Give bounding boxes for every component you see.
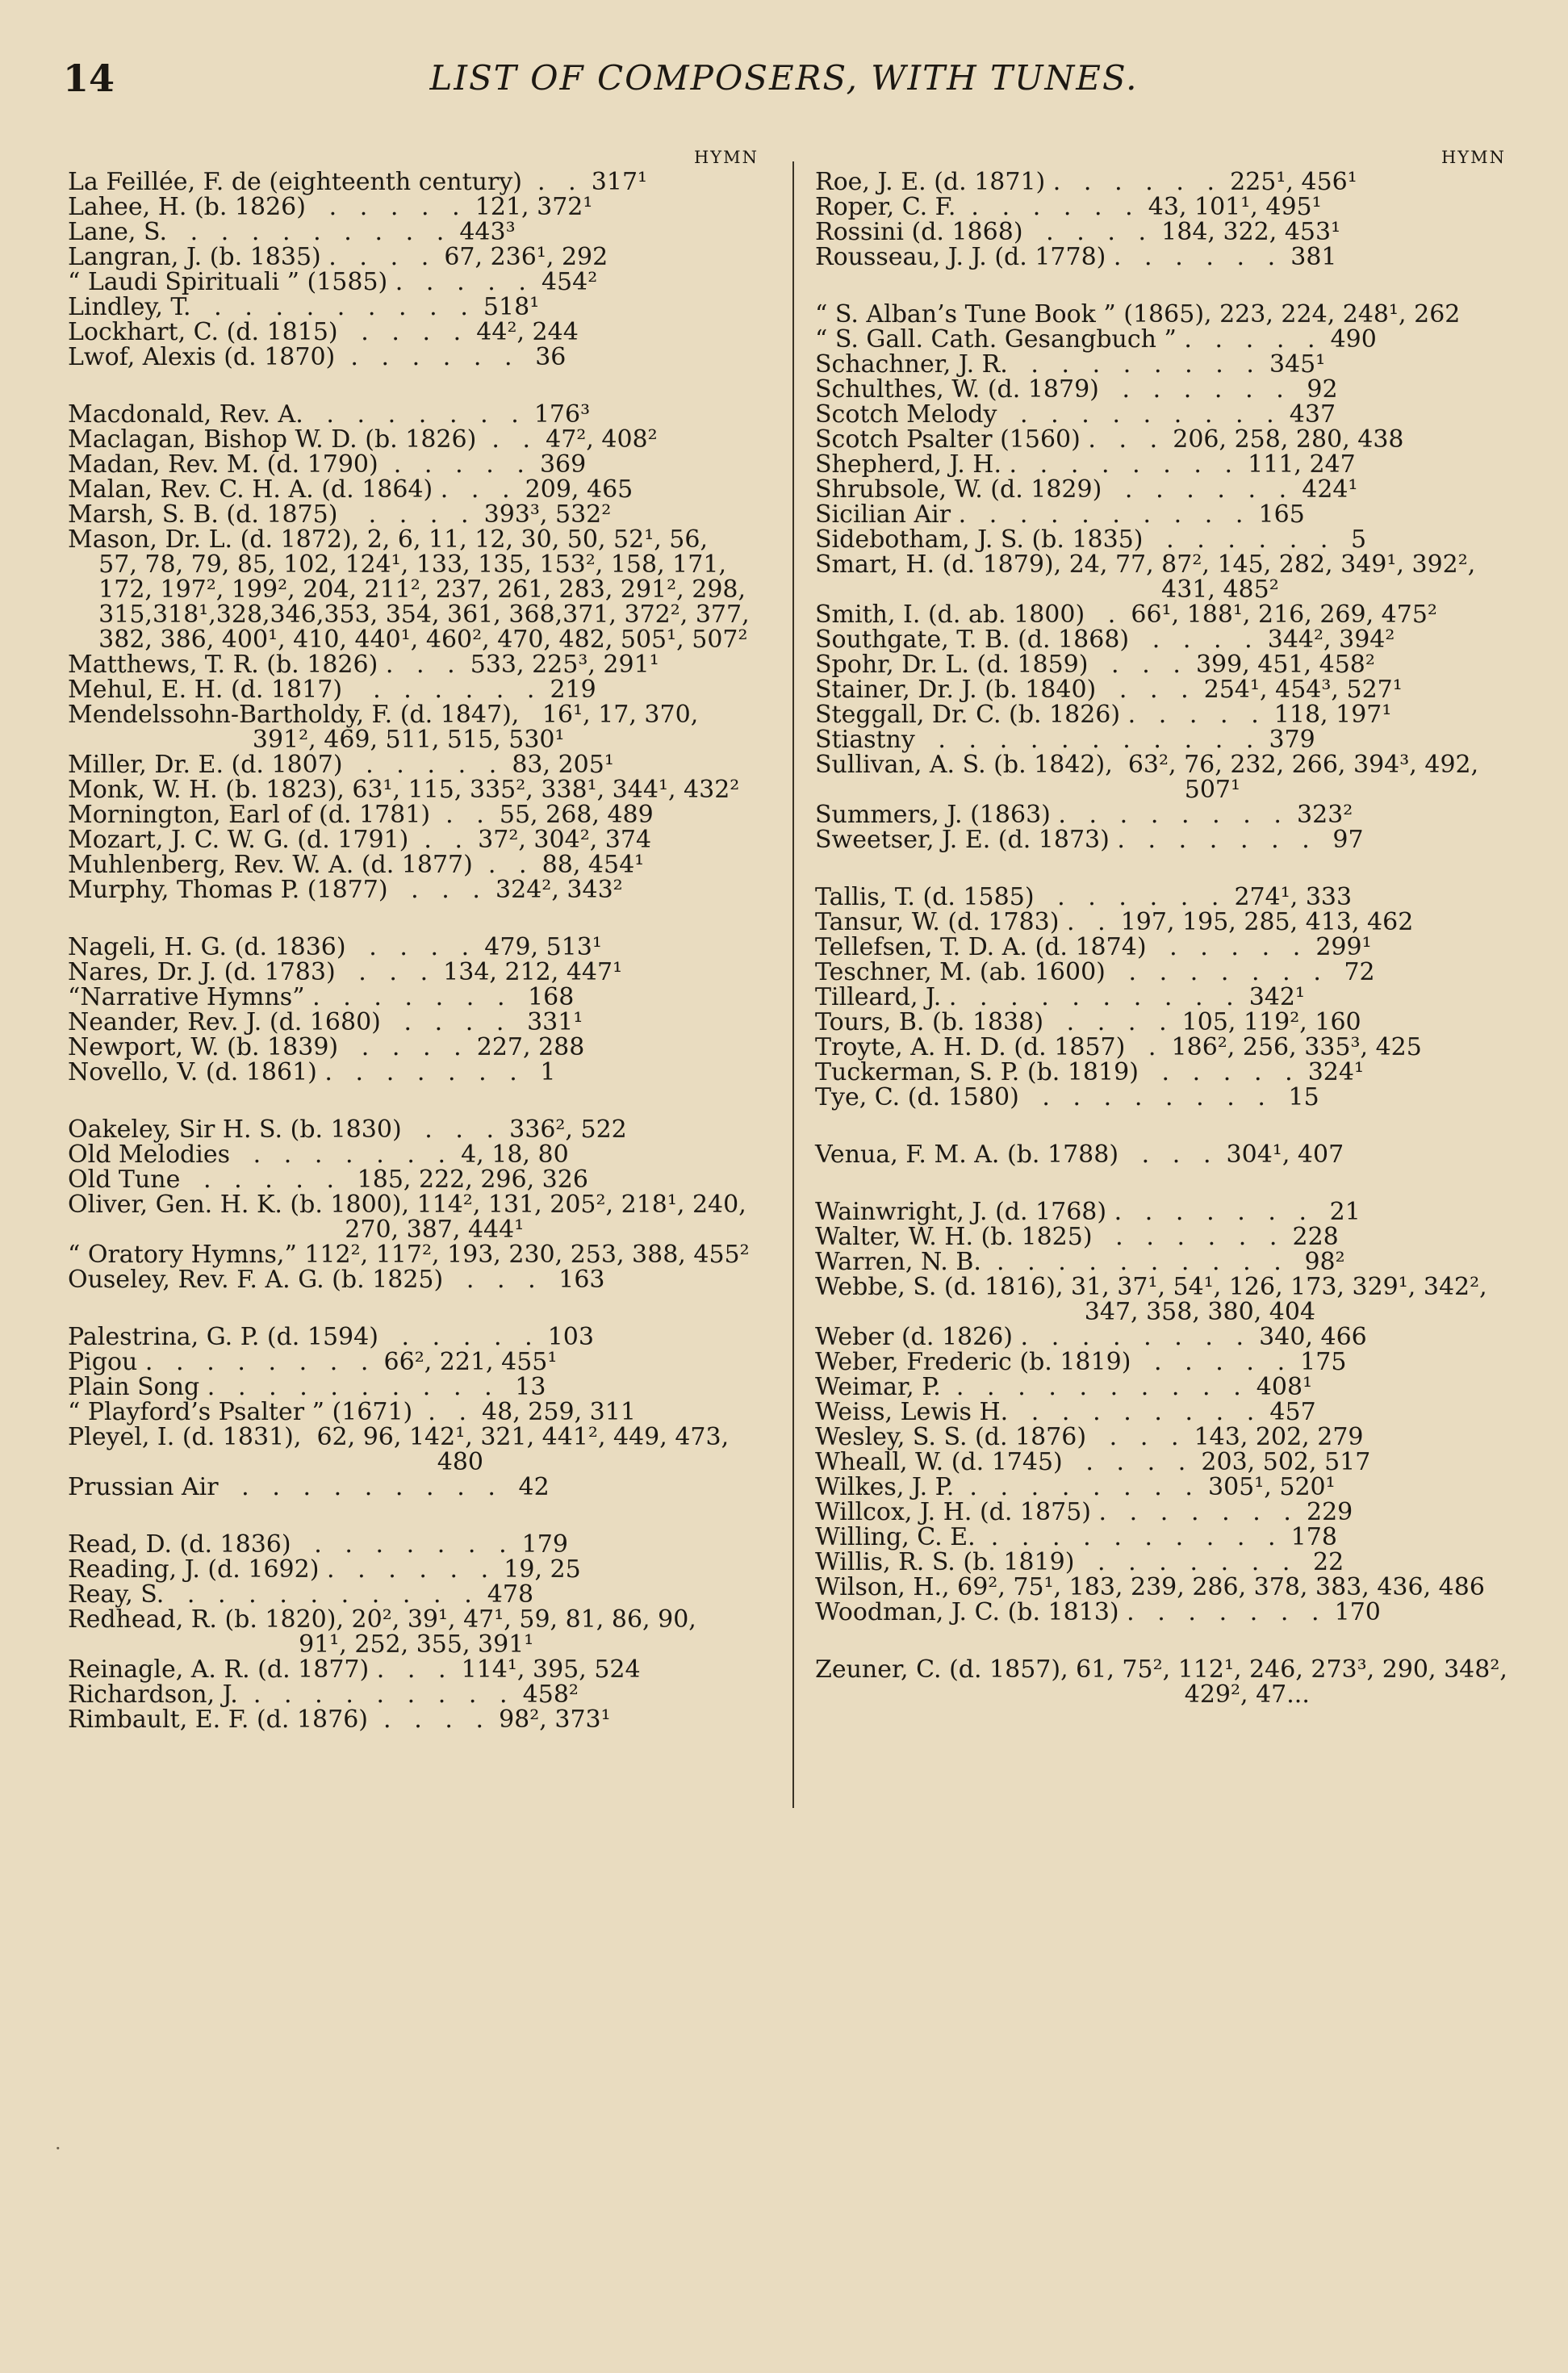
composer-entry: Mehul, E. H. (d. 1817) . . . . . . 219 [68,676,596,704]
composer-entry: Southgate, T. B. (d. 1868) . . . . 344², 394² [815,626,1395,654]
letter-group-gap [68,1292,759,1325]
composer-entry: Langran, J. (b. 1835) . . . . 67, 236¹, 292 [68,243,608,271]
letter-group-gap [815,1167,1506,1199]
composer-entry: Smart, H. (d. 1879), 24, 77, 87², 145, 282, 349¹, 392², [815,550,1476,579]
composer-entry: Matthews, T. R. (b. 1826) . . . 533, 225³, 291¹ [68,651,659,679]
letter-group-gap [815,1110,1506,1142]
composer-entry: Lockhart, C. (d. 1815) . . . . 44², 244 [68,318,579,346]
composer-entry: 347, 358, 380, 404 [815,1298,1316,1326]
composer-entry: Troyte, A. H. D. (d. 1857) . 186², 256, 335³, 425 [815,1033,1422,1061]
composer-entry: Schulthes, W. (d. 1879) . . . . . . 92 [815,375,1338,404]
composer-entry: “ Playford’s Psalter ” (1671) . . 48, 259, 311 [68,1398,636,1426]
composer-entry: Reinagle, A. R. (d. 1877) . . . 114¹, 395, 524 [68,1655,641,1684]
composer-entry: Macdonald, Rev. A. . . . . . . . 176³ [68,400,591,429]
composer-entry: “ Laudi Spirituali ” (1585) . . . . . 454² [68,268,598,296]
composer-entry: Newport, W. (b. 1839) . . . . 227, 288 [68,1033,585,1061]
composer-entry: 480 [68,1448,483,1476]
page-header [0,56,1568,105]
composer-entry: Reay, S. . . . . . . . . . . 478 [68,1580,534,1609]
composer-entry: Lane, S. . . . . . . . . . 443³ [68,218,516,246]
composer-entry: Zeuner, C. (d. 1857), 61, 75², 112¹, 246, 273³, 290, 348², [815,1655,1507,1684]
composer-entry: Ouseley, Rev. F. A. G. (b. 1825) . . . 163 [68,1266,605,1294]
composer-entry: Teschner, M. (ab. 1600) . . . . . . . 72 [815,958,1375,986]
composer-entry: Warren, N. B. . . . . . . . . . . 98² [815,1248,1345,1276]
composer-entry: Wilkes, J. P. . . . . . . . . 305¹, 520¹ [815,1473,1336,1501]
composer-entry: Willcox, J. H. (d. 1875) . . . . . . . 229 [815,1498,1353,1526]
composer-entry: Wilson, H., 69², 75¹, 183, 239, 286, 378, 383, 436, 486 [815,1573,1485,1601]
left-column [68,145,759,1732]
composer-entry: Scotch Psalter (1560) . . . 206, 258, 280, 438 [815,425,1404,454]
composer-entry: Rossini (d. 1868) . . . . 184, 322, 453¹ [815,218,1341,246]
composer-entry: Spohr, Dr. L. (d. 1859) . . . 399, 451, 458² [815,651,1375,679]
composer-entry: Stainer, Dr. J. (b. 1840) . . . 254¹, 454³, 527¹ [815,676,1403,704]
composer-entry: “ S. Alban’s Tune Book ” (1865), 223, 224, 248¹, 262 [815,300,1461,329]
composer-entry: Walter, W. H. (b. 1825) . . . . . . 228 [815,1223,1339,1251]
composer-entry: Pleyel, I. (d. 1831), 62, 96, 142¹, 321, 441², 449, 473, [68,1423,730,1451]
composer-entry: 507¹ [815,776,1241,804]
composer-entry: Old Tune . . . . . 185, 222, 296, 326 [68,1166,588,1194]
composer-entry: Sidebotham, J. S. (b. 1835) . . . . . . 5 [815,525,1367,554]
composer-entry: Tellefsen, T. D. A. (d. 1874) . . . . . 299¹ [815,933,1372,961]
right-column [815,145,1506,1707]
composer-entry: Read, D. (d. 1836) . . . . . . . 179 [68,1530,568,1559]
composer-entry: Tallis, T. (d. 1585) . . . . . . 274¹, 333 [815,883,1353,911]
composer-entry: Palestrina, G. P. (d. 1594) . . . . . 103 [68,1323,594,1351]
composer-entry: Roper, C. F. . . . . . . 43, 101¹, 495¹ [815,193,1322,221]
composer-entry: Malan, Rev. C. H. A. (d. 1864) . . . 209, 465 [68,475,633,504]
composer-entry: 91¹, 252, 355, 391¹ [68,1630,534,1659]
composer-entry: 431, 485² [815,575,1279,604]
composer-entry: Mornington, Earl of (d. 1781) . . 55, 268, 489 [68,801,654,829]
letter-group-gap [68,1085,759,1117]
composer-entry: Sicilian Air . . . . . . . . . . 165 [815,500,1305,529]
composer-entry: Maclagan, Bishop W. D. (b. 1826) . . 47², 408² [68,425,658,454]
composer-entry: Schachner, J. R. . . . . . . . . 345¹ [815,350,1326,379]
composer-entry: Shrubsole, W. (d. 1829) . . . . . . 424¹ [815,475,1358,504]
stray-mark: · [55,2137,61,2160]
letter-group-gap [815,852,1506,885]
composer-entry: Prussian Air . . . . . . . . . 42 [68,1473,550,1501]
composer-entry: Roe, J. E. (d. 1871) . . . . . . 225¹, 456¹ [815,168,1357,196]
letter-group-gap [815,1625,1506,1657]
composer-entry: Murphy, Thomas P. (1877) . . . 324², 343² [68,876,623,904]
composer-entry: “ S. Gall. Cath. Gesangbuch ” . . . . . 490 [815,325,1377,354]
composer-entry: Novello, V. (d. 1861) . . . . . . . 1 [68,1058,556,1086]
composer-entry: 57, 78, 79, 85, 102, 124¹, 133, 135, 153², 158, 171, [68,550,726,579]
composer-entry: Tansur, W. (d. 1783) . . 197, 195, 285, 413, 462 [815,908,1414,936]
composer-entry: Miller, Dr. E. (d. 1807) . . . . . 83, 205¹ [68,751,614,779]
column-divider [792,161,794,1808]
composer-entry: Lahee, H. (b. 1826) . . . . . 121, 372¹ [68,193,593,221]
composer-entry: Rimbault, E. F. (d. 1876) . . . . 98², 373¹ [68,1705,611,1734]
composer-entry: Marsh, S. B. (d. 1875) . . . . 393³, 532² [68,500,612,529]
composer-entry: Oakeley, Sir H. S. (b. 1830) . . . 336², 522 [68,1115,627,1144]
composer-entry: “ Oratory Hymns,” 112², 117², 193, 230, 253, 388, 455² [68,1241,750,1269]
letter-group-gap [68,1500,759,1532]
composer-entry: Summers, J. (1863) . . . . . . . . 323² [815,801,1353,829]
composer-entry: 172, 197², 199², 204, 211², 237, 261, 283, 291², 298, [68,575,746,604]
composer-entry: Old Melodies . . . . . . . 4, 18, 80 [68,1140,569,1169]
page-number: 14 [63,56,115,100]
composer-entry: “Narrative Hymns” . . . . . . . 168 [68,983,575,1011]
composer-entry: Reading, J. (d. 1692) . . . . . . 19, 25 [68,1555,581,1584]
composer-entry: Tours, B. (b. 1838) . . . . 105, 119², 160 [815,1008,1361,1036]
composer-entry: Woodman, J. C. (b. 1813) . . . . . . . 170 [815,1598,1381,1626]
composer-entry: Pigou . . . . . . . . 66², 221, 455¹ [68,1348,558,1376]
hymn-column-label: HYMN [1440,148,1506,167]
composer-entry: Webbe, S. (d. 1816), 31, 37¹, 54¹, 126, 173, 329¹, 342², [815,1273,1487,1301]
running-title: LIST OF COMPOSERS, WITH TUNES. [429,58,1139,98]
composer-entry: Tilleard, J. . . . . . . . . . . 342¹ [815,983,1306,1011]
composer-entry: Sullivan, A. S. (b. 1842), 63², 76, 232, 266, 394³, 492, [815,751,1479,779]
composer-entry: Weiss, Lewis H. . . . . . . . . 457 [815,1398,1316,1426]
composer-entry: Wheall, W. (d. 1745) . . . . 203, 502, 517 [815,1448,1371,1476]
composer-entry: Mendelssohn-Bartholdy, F. (d. 1847), 16¹, 17, 370, [68,701,699,729]
composer-entry: Lindley, T. . . . . . . . . . 518¹ [68,293,540,321]
letter-group-gap [815,270,1506,302]
composer-entry: Wesley, S. S. (d. 1876) . . . 143, 202, 279 [815,1423,1364,1451]
composer-entry: Neander, Rev. J. (d. 1680) . . . . 331¹ [68,1008,583,1036]
composer-entry: Richardson, J. . . . . . . . . . 458² [68,1680,579,1709]
composer-entry: Lwof, Alexis (d. 1870) . . . . . . 36 [68,343,567,371]
composer-entry: Mason, Dr. L. (d. 1872), 2, 6, 11, 12, 30, 50, 52¹, 56, [68,525,709,554]
composer-entry: Redhead, R. (b. 1820), 20², 39¹, 47¹, 59, 81, 86, 90, [68,1605,696,1634]
composer-entry: Willis, R. S. (b. 1819) . . . . . . . 22 [815,1548,1344,1576]
composer-entry: Madan, Rev. M. (d. 1790) . . . . . 369 [68,450,587,479]
composer-entry: Mozart, J. C. W. G. (d. 1791) . . 37², 304², 374 [68,826,652,854]
composer-entry: 429², 47... [815,1680,1310,1709]
composer-entry: Sweetser, J. E. (d. 1873) . . . . . . . 97 [815,826,1364,854]
composer-entry: Muhlenberg, Rev. W. A. (d. 1877) . . 88, 454¹ [68,851,645,879]
composer-entry: Smith, I. (d. ab. 1800) . 66¹, 188¹, 216, 269, 475² [815,601,1437,629]
composer-entry: Plain Song . . . . . . . . . . 13 [68,1373,546,1401]
composer-entry: Weber (d. 1826) . . . . . . . . 340, 466 [815,1323,1367,1351]
composer-entry: Rousseau, J. J. (d. 1778) . . . . . . 381 [815,243,1337,271]
composer-entry: 315,318¹,328,346,353, 354, 361, 368,371, 372², 377, [68,601,750,629]
composer-entry: Weber, Frederic (b. 1819) . . . . . 175 [815,1348,1347,1376]
composer-entry: Oliver, Gen. H. K. (b. 1800), 114², 131, 205², 218¹, 240, [68,1191,746,1219]
composer-entry: Willing, C. E. . . . . . . . . . . 178 [815,1523,1337,1551]
composer-entry: Tye, C. (d. 1580) . . . . . . . . 15 [815,1083,1319,1111]
composer-entry: Stiastny . . . . . . . . . . . 379 [815,726,1315,754]
composer-entry: La Feillée, F. de (eighteenth century) . . 317¹ [68,168,648,196]
composer-entry: Steggall, Dr. C. (b. 1826) . . . . . 118, 197¹ [815,701,1392,729]
letter-group-gap [68,902,759,935]
composer-entry: Monk, W. H. (b. 1823), 63¹, 115, 335², 338¹, 344¹, 432² [68,776,740,804]
composer-entry: Wainwright, J. (d. 1768) . . . . . . . 21 [815,1198,1361,1226]
hymn-column-label: HYMN [693,148,759,167]
composer-entry: Scotch Melody . . . . . . . . . 437 [815,400,1336,429]
composer-entry: Tuckerman, S. P. (b. 1819) . . . . . 324¹ [815,1058,1364,1086]
letter-group-gap [68,370,759,402]
composer-entry: 382, 386, 400¹, 410, 440¹, 460², 470, 482, 505¹, 507² [68,626,748,654]
composer-entry: Weimar, P. . . . . . . . . . . 408¹ [815,1373,1313,1401]
composer-entry: Nageli, H. G. (d. 1836) . . . . 479, 513¹ [68,933,602,961]
composer-entry: Nares, Dr. J. (d. 1783) . . . 134, 212, 447¹ [68,958,623,986]
composer-entry: 270, 387, 444¹ [68,1216,525,1244]
composer-entry: Shepherd, J. H. . . . . . . . . 111, 247 [815,450,1356,479]
composer-entry: Venua, F. M. A. (b. 1788) . . . 304¹, 407 [815,1140,1344,1169]
composer-entry: 391², 469, 511, 515, 530¹ [68,726,565,754]
